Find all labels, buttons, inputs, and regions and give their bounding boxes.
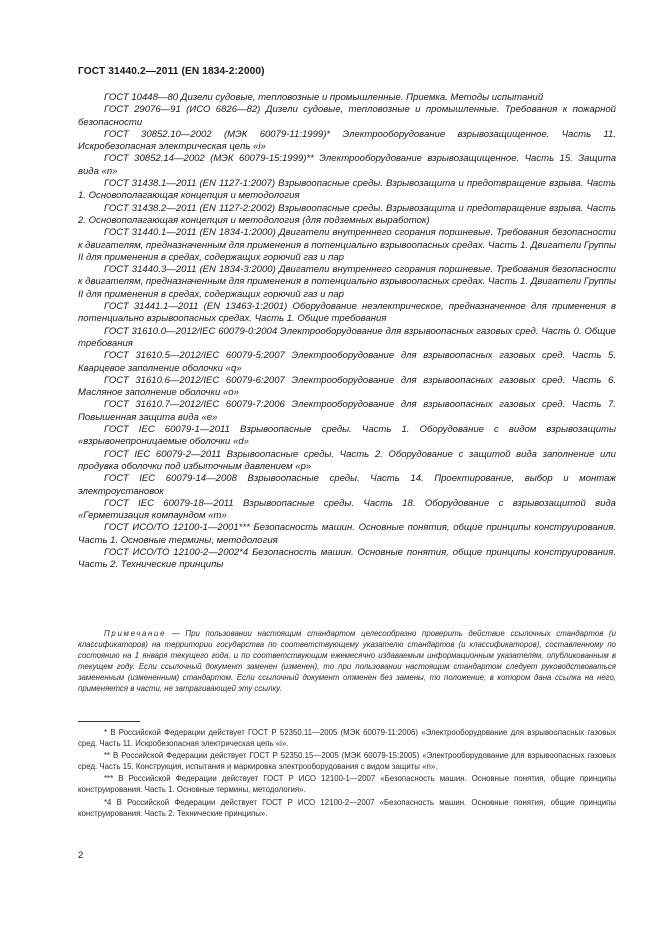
footnote-item [78, 797, 616, 819]
reference-item: ГОСТ 29076—91 (ИСО 6826—82) Дизели судовые, тепловозные и промышленные. Требования к пожарной безопасности [78, 104, 616, 128]
reference-item: ГОСТ 31438.1—2011 (EN 1127-1:2007) Взрывоопасные среды. Взрывозащита и предотвращение взрыва. Часть 1. Основополагающая концепция и методология [78, 178, 616, 202]
reference-item: ГОСТ 31440.1—2011 (EN 1834-1:2000) Двигатели внутреннего сгорания поршневые. Требования безопасности к двигателям, предназначенным для применения в потенциально взрывоопасных средах. Часть 1. Двигатели Группы II для применения в средах, содержащих горючий газ и пар [78, 227, 616, 263]
reference-item: ГОСТ IEC 60079-1—2011 Взрывоопасные среды. Часть 1. Оборудование с видом взрывозащиты «взрывонепроницаемые оболочки «d» [78, 424, 616, 448]
reference-item: ГОСТ 31610.7—2012/IEC 60079-7:2006 Электрооборудование для взрывоопасных газовых сред. Часть 7. Повышенная защита вида «е» [78, 399, 616, 423]
page-number: 2 [78, 850, 84, 861]
reference-item: ГОСТ 30852.10—2002 (МЭК 60079-11:1999)* Электрооборудование взрывозащищенное. Часть 11. Искробезопасная электрическая цепь «i» [78, 128, 616, 153]
reference-item: ГОСТ 10448—80 Дизели судовые, тепловозные и промышленные. Приемка. Методы испытаний [104, 92, 544, 103]
footnote-text: В Российской Федерации действует ГОСТ Р 52350.15—2005 (МЭК 60079-15:2005) «Электрооборудование для взрывоопасных газовых сред. Часть 15. Конструкция, испытания и маркировка электрооборудования с видом защиты «n». [78, 751, 616, 772]
reference-item: ГОСТ ИСО/ТО 12100-2—2002*4 Безопасность машин. Основные понятия, общие принципы конструирования. Часть 2. Технические принципы [78, 546, 616, 571]
footnote-item [78, 750, 616, 772]
footnote-mark: * [104, 728, 108, 737]
reference-item: ГОСТ IEC 60079-2—2011 Взрывоопасные среды. Часть 2. Оборудование с защитой вида заполнение или продувка оболочки под избыточным давлением «р» [78, 448, 616, 472]
footnote-divider [78, 721, 140, 722]
footnote-mark: *** [104, 774, 114, 784]
reference-item: ГОСТ 31440.3—2011 (EN 1834-3:2000) Двигатели внутреннего сгорания поршневые. Требования безопасности к двигателям, предназначенным для применения в потенциально взрывоопасных средах. Часть 1. Двигатели Группы II для применения в средах, содержащих горючий газ и пар [78, 264, 616, 300]
references-list [78, 92, 616, 572]
reference-item: ГОСТ 31610.6—2012/IEC 60079-6:2007 Электрооборудование для взрывоопасных газовых сред. Часть 6. Масляное заполнение оболочки «о» [78, 374, 616, 399]
footnotes-list [78, 727, 616, 820]
reference-item: ГОСТ IEC 60079-14—2008 Взрывоопасные среды. Часть 14. Проектирование, выбор и монтаж электроустановок [78, 473, 616, 497]
note-paragraph [78, 628, 616, 695]
footnote-mark: ** [104, 751, 111, 761]
footnote-item [78, 727, 616, 749]
note-text: — При пользовании настоящим стандартом целесообразно проверить действие ссылочных стандартов (и классификаторов) на территории государства по соответствующему указателю стандартов (и классификаторов), составленному по состоянию на 1 января текущего года, и по соответствующим ежемесячно издаваемым информационным указателям, опубликованным в текущем году. Если ссылочный документ заменен (изменен), то при пользовании настоящим стандартом следует руководствоваться замененным (измененным) стандартом. Если ссылочный документ отменен без замены, то положение, в котором дана ссылка на него, применяется в части, не затрагивающей эту ссылку. [78, 629, 616, 694]
reference-item: ГОСТ 31610.0—2012/IEC 60079-0:2004 Электрооборудование для взрывоопасных газовых сред. Часть 0. Общие требования [78, 325, 616, 349]
reference-item: ГОСТ 31610.5—2012/IEC 60079-5:2007 Электрооборудование для взрывоопасных газовых сред. Часть 5. Кварцевое заполнение оболочки «q» [78, 350, 616, 374]
page-header: ГОСТ 31440.2—2011 (EN 1834-2:2000) [78, 66, 265, 77]
footnote-text: В Российской Федерации действует ГОСТ Р ИСО 12100-1—2007 «Безопасность машин. Основные понятия, общие принципы конструирования. Часть 1. Основные термины, методология». [78, 774, 616, 795]
footnote-mark: *4 [104, 797, 112, 807]
reference-item: ГОСТ ИСО/ТО 12100-1—2001*** Безопасность машин. Основные понятия, общие принципы конструирования. Часть 1. Основные термины, методология [78, 522, 616, 546]
reference-item: ГОСТ 30852.14—2002 (МЭК 60079-15:1999)** Электрооборудование взрывозащищенное. Часть 15. Защита вида «n» [78, 153, 616, 177]
footnote-text: В Российской Федерации действует ГОСТ Р 52350.11—2005 (МЭК 60079-11:2006) «Электрооборудование для взрывоопасных газовых сред. Часть 11. Искробезопасная электрическая цепь «i». [78, 728, 616, 749]
reference-item: ГОСТ 31441.1—2011 (EN 13463-1:2001) Оборудование неэлектрическое, предназначенное для применения в потенциально взрывоопасных средах. Часть 1. Общие требования [78, 301, 616, 325]
footnote-item [78, 773, 616, 795]
note-label: Примечание [104, 629, 167, 638]
reference-item: ГОСТ IEC 60079-18—2011 Взрывоопасные среды. Часть 18. Оборудование с взрывозащитой вида «Герметизация компаундом «m» [78, 497, 616, 522]
footnote-text: В Российской Федерации действует ГОСТ Р ИСО 12100-2—2007 «Безопасность машин. Основные понятия, общие принципы конструирования. Часть 2. Технические принципы». [78, 797, 616, 818]
reference-item: ГОСТ 31438.2—2011 (EN 1127-2:2002) Взрывоопасные среды. Взрывозащита и предотвращение взрыва. Часть 2. Основополагающая концепция и методология (для подземных выработок) [78, 202, 616, 226]
note-block [78, 628, 616, 695]
